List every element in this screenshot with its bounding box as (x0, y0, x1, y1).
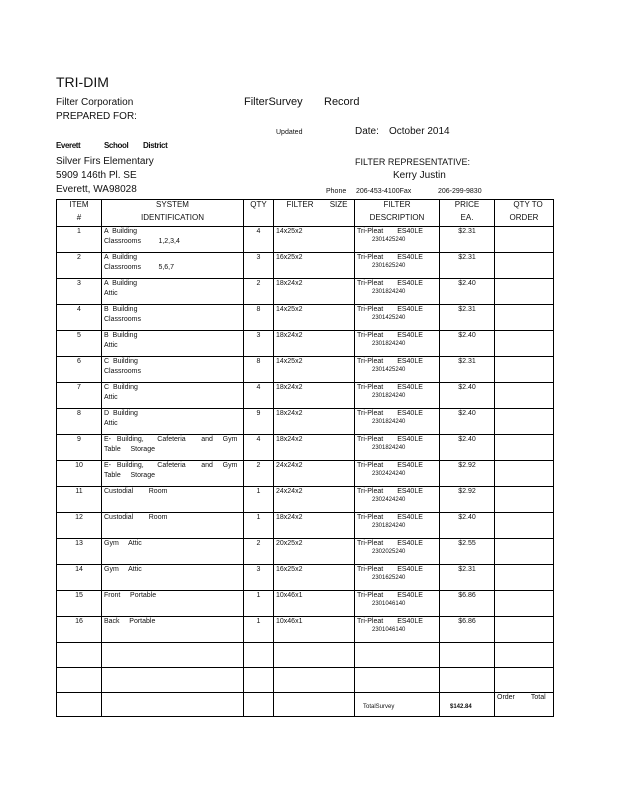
cell-size: 16x25x2 (274, 565, 355, 591)
cell-size: 24x24x2 (274, 487, 355, 513)
cell-item: 7 (57, 383, 102, 409)
cell-price: $2.92 (440, 461, 495, 487)
cell-system: Custodial Room (102, 487, 244, 513)
cell-item: 14 (57, 565, 102, 591)
cell-item: 15 (57, 591, 102, 617)
cell-qty: 9 (244, 409, 274, 435)
table-row (57, 539, 554, 565)
cell-description: Tri-Pleat ES40LE 2301046140 (355, 617, 440, 643)
cell-qty-to-order[interactable] (495, 591, 554, 617)
header-system: SYSTEM IDENTIFICATION (102, 200, 244, 227)
cell-size: 16x25x2 (274, 253, 355, 279)
order-label: Order (497, 694, 515, 701)
cell-description: Tri-Pleat ES40LE 2301425240 (355, 357, 440, 383)
table-row (57, 227, 554, 253)
cell-system: E- Building, Cafeteria and Gym Table Storage (102, 435, 244, 461)
cell-size: 24x24x2 (274, 461, 355, 487)
table-row-empty (57, 668, 554, 693)
cell-qty-to-order[interactable] (495, 461, 554, 487)
cell-qty-to-order[interactable] (495, 331, 554, 357)
cell-price: $2.40 (440, 435, 495, 461)
rep-name: Kerry Justin (393, 170, 446, 181)
cell-description: Tri-Pleat ES40LE 2301824240 (355, 435, 440, 461)
cell-price: $2.31 (440, 227, 495, 253)
school-name: Silver Firs Elementary (56, 156, 154, 167)
cell-qty-to-order[interactable] (495, 357, 554, 383)
district-word-1: Everett (56, 141, 81, 150)
cell-size: 14x25x2 (274, 305, 355, 331)
cell-size: 20x25x2 (274, 539, 355, 565)
header-price: PRICE EA. (440, 200, 495, 227)
table-footer-row (57, 693, 554, 717)
cell-system: C Building Attic (102, 383, 244, 409)
document-title: TRI-DIM (56, 74, 109, 90)
cell-system: A Building Classrooms 1,2,3,4 (102, 227, 244, 253)
table-row (57, 513, 554, 539)
cell-description: Tri-Pleat ES40LE 2301824240 (355, 409, 440, 435)
cell-system: B Building Attic (102, 331, 244, 357)
table-header-row (57, 200, 554, 227)
cell-qty: 1 (244, 591, 274, 617)
cell-qty: 2 (244, 539, 274, 565)
cell-qty-to-order[interactable] (495, 513, 554, 539)
cell-size: 14x25x2 (274, 227, 355, 253)
table-row (57, 279, 554, 305)
header-filter-size: FILTER SIZE (274, 200, 355, 227)
cell-description: Tri-Pleat ES40LE 2301425240 (355, 227, 440, 253)
cell-description: Tri-Pleat ES40LE 2301824240 (355, 513, 440, 539)
cell-size: 18x24x2 (274, 331, 355, 357)
cell-item: 3 (57, 279, 102, 305)
table-row (57, 435, 554, 461)
cell-system: Custodial Room (102, 513, 244, 539)
cell-item: 9 (57, 435, 102, 461)
order-total-label: Total (530, 694, 546, 701)
phone-label: Phone (326, 188, 347, 195)
header-qty: QTY (244, 200, 274, 227)
cell-item: 4 (57, 305, 102, 331)
cell-qty: 1 (244, 617, 274, 643)
cell-size: 18x24x2 (274, 409, 355, 435)
cell-qty-to-order[interactable] (495, 383, 554, 409)
total-survey-value: $142.84 (450, 704, 472, 710)
table-row (57, 409, 554, 435)
rep-label: FILTER REPRESENTATIVE: (355, 157, 471, 167)
cell-price: $2.40 (440, 513, 495, 539)
table-row-empty (57, 643, 554, 668)
cell-qty: 4 (244, 383, 274, 409)
company-line: Filter Corporation (56, 97, 134, 108)
cell-item: 1 (57, 227, 102, 253)
cell-system: C Building Classrooms (102, 357, 244, 383)
cell-description: Tri-Pleat ES40LE 2301824240 (355, 331, 440, 357)
cell-description: Tri-Pleat ES40LE 2301046140 (355, 591, 440, 617)
filter-survey-table (56, 199, 554, 717)
cell-qty: 4 (244, 435, 274, 461)
cell-price: $2.31 (440, 305, 495, 331)
address-street: 5909 146th Pl. SE (56, 170, 137, 181)
cell-size: 14x25x2 (274, 357, 355, 383)
date-value: October 2014 (389, 126, 450, 137)
cell-price: $2.31 (440, 357, 495, 383)
cell-system: Back Portable (102, 617, 244, 643)
table-row (57, 357, 554, 383)
cell-system: A Building Attic (102, 279, 244, 305)
cell-price: $2.40 (440, 279, 495, 305)
header-description: FILTER DESCRIPTION (355, 200, 440, 227)
cell-qty-to-order[interactable] (495, 565, 554, 591)
cell-price: $2.40 (440, 409, 495, 435)
table-row (57, 591, 554, 617)
cell-qty: 8 (244, 305, 274, 331)
cell-system: Gym Attic (102, 565, 244, 591)
cell-size: 18x24x2 (274, 383, 355, 409)
address-city: Everett, WA98028 (56, 184, 137, 195)
cell-qty-to-order[interactable] (495, 279, 554, 305)
cell-price: $2.40 (440, 383, 495, 409)
cell-qty: 1 (244, 513, 274, 539)
survey-title: FilterSurvey (244, 96, 303, 108)
table-row (57, 331, 554, 357)
header-qty-to-order: QTY TO ORDER (495, 200, 554, 227)
cell-item: 11 (57, 487, 102, 513)
cell-price: $6.86 (440, 591, 495, 617)
cell-qty: 3 (244, 331, 274, 357)
district-word-2: School (104, 141, 129, 150)
cell-description: Tri-Pleat ES40LE 2302025240 (355, 539, 440, 565)
fax-value: 206-299-9830 (438, 188, 482, 195)
cell-qty: 1 (244, 487, 274, 513)
cell-item: 12 (57, 513, 102, 539)
cell-description: Tri-Pleat ES40LE 2302424240 (355, 461, 440, 487)
cell-price: $2.40 (440, 331, 495, 357)
cell-qty: 2 (244, 279, 274, 305)
cell-size: 18x24x2 (274, 279, 355, 305)
cell-system: D Building Attic (102, 409, 244, 435)
prepared-for-label: PREPARED FOR: (56, 111, 137, 122)
cell-size: 10x46x1 (274, 591, 355, 617)
table-row (57, 617, 554, 643)
phone-value: 206-453-4100Fax (356, 188, 412, 195)
cell-qty-to-order[interactable] (495, 487, 554, 513)
table-row (57, 461, 554, 487)
cell-qty-to-order[interactable] (495, 409, 554, 435)
cell-qty-to-order[interactable] (495, 305, 554, 331)
cell-price: $6.86 (440, 617, 495, 643)
cell-system: A Building Classrooms 5,6,7 (102, 253, 244, 279)
cell-size: 10x46x1 (274, 617, 355, 643)
cell-system: B Building Classrooms (102, 305, 244, 331)
cell-qty: 2 (244, 461, 274, 487)
cell-size: 18x24x2 (274, 513, 355, 539)
table-row (57, 487, 554, 513)
cell-item: 2 (57, 253, 102, 279)
cell-qty-to-order[interactable] (495, 253, 554, 279)
cell-qty-to-order[interactable] (495, 227, 554, 253)
cell-qty: 3 (244, 253, 274, 279)
table-row (57, 565, 554, 591)
cell-description: Tri-Pleat ES40LE 2301625240 (355, 253, 440, 279)
cell-description: Tri-Pleat ES40LE 2301824240 (355, 279, 440, 305)
cell-price: $2.92 (440, 487, 495, 513)
cell-price: $2.31 (440, 565, 495, 591)
cell-item: 5 (57, 331, 102, 357)
cell-system: Front Portable (102, 591, 244, 617)
cell-qty: 4 (244, 227, 274, 253)
cell-system: Gym Attic (102, 539, 244, 565)
cell-size: 18x24x2 (274, 435, 355, 461)
cell-qty: 3 (244, 565, 274, 591)
cell-qty: 8 (244, 357, 274, 383)
cell-price: $2.55 (440, 539, 495, 565)
cell-description: Tri-Pleat ES40LE 2301625240 (355, 565, 440, 591)
cell-description: Tri-Pleat ES40LE 2302424240 (355, 487, 440, 513)
cell-item: 6 (57, 357, 102, 383)
cell-qty-to-order[interactable] (495, 539, 554, 565)
district-word-3: District (143, 141, 168, 150)
header-item: ITEM # (57, 200, 102, 227)
table-row (57, 305, 554, 331)
updated-label: Updated (276, 129, 303, 136)
cell-system: E- Building, Cafeteria and Gym Table Storage (102, 461, 244, 487)
cell-description: Tri-Pleat ES40LE 2301425240 (355, 305, 440, 331)
table-row (57, 253, 554, 279)
cell-qty-to-order[interactable] (495, 435, 554, 461)
record-label: Record (324, 96, 360, 108)
cell-qty-to-order[interactable] (495, 617, 554, 643)
date-label: Date: (355, 126, 379, 137)
cell-description: Tri-Pleat ES40LE 2301824240 (355, 383, 440, 409)
cell-item: 13 (57, 539, 102, 565)
total-survey-label: TotalSurvey (363, 704, 395, 710)
cell-item: 10 (57, 461, 102, 487)
cell-price: $2.31 (440, 253, 495, 279)
cell-item: 16 (57, 617, 102, 643)
cell-item: 8 (57, 409, 102, 435)
table-row (57, 383, 554, 409)
